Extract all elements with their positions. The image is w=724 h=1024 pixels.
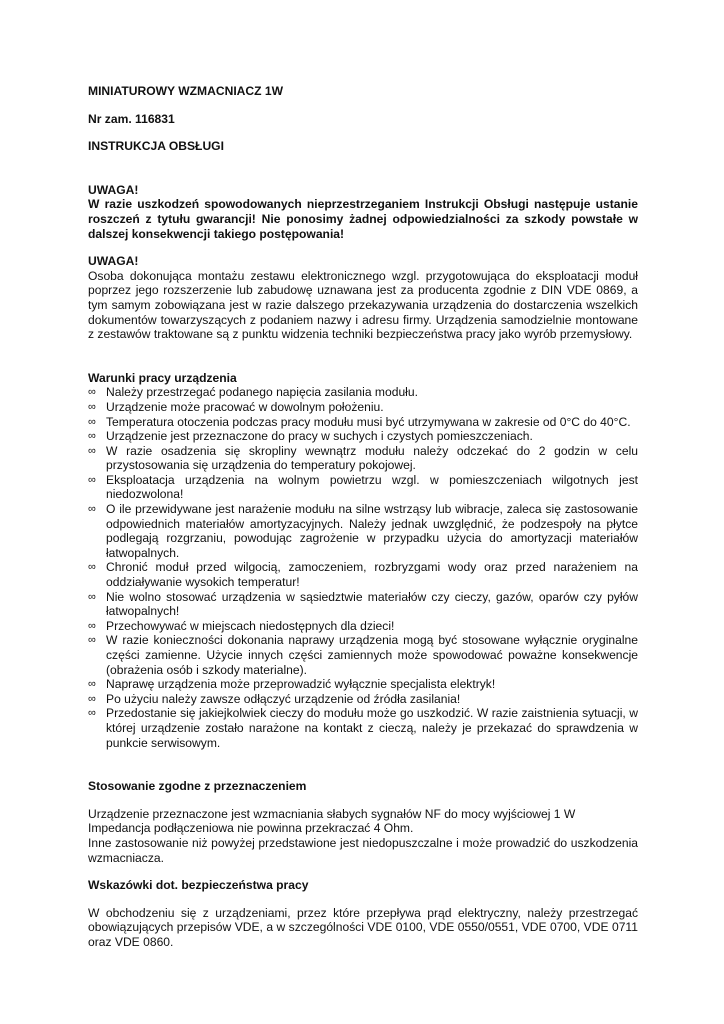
infinity-bullet-icon: ∞: [88, 473, 96, 486]
doc-title: MINIATUROWY WZMACNIACZ 1W: [88, 84, 284, 98]
conditions-section: [88, 371, 638, 750]
warning-block-1: [88, 183, 638, 241]
warning-heading: UWAGA!: [88, 254, 139, 269]
paragraph: Impedancja podłączeniowa nie powinna przekraczać 4 Ohm.: [88, 821, 414, 836]
infinity-bullet-icon: ∞: [88, 678, 96, 691]
section-heading: Warunki pracy urządzenia: [88, 370, 237, 385]
infinity-bullet-icon: ∞: [88, 590, 96, 603]
list-item: ∞ W razie konieczności dokonania naprawy urządzenia mogą być stosowane wyłącznie oryginalne części zamienne. Użycie innych części zamiennych może spowodować poważne konsekwencje (obrażenia osób i szkody materialne).: [88, 633, 638, 677]
infinity-bullet-icon: ∞: [88, 430, 96, 443]
list-item: ∞ O ile przewidywane jest narażenie modułu na silne wstrząsy lub wibracje, zaleca się zastosowanie odpowiednich materiałów amortyzacyjnych. Należy jednak uwzględnić, że podzespoły na płytce podlegają rozgrzaniu, powodując zagrożenie w przypadku użycia do amortyzacji materiałów łatwopalnych.: [88, 502, 638, 560]
warning-text: Osoba dokonująca montażu zestawu elektronicznego wzgl. przygotowująca do eksploatacji moduł poprzez jego rozszerzenie lub zabudowę uznawana jest za producenta zgodnie z DIN VDE 0869, a tym samym zobowiązana jest w razie dalszego przekazywania urządzenia do dostarczenia wszelkich dokumentów towarzyszących z podaniem nazwy i adresu firmy. Urządzenia samodzielnie montowane z zestawów traktowane są z punktu widzenia techniki bezpieczeństwa pracy jako wyrób przemysłowy.: [88, 268, 638, 342]
list-item: ∞ Po użyciu należy zawsze odłączyć urządzenie od źródła zasilania!: [88, 691, 461, 706]
document-page: [88, 84, 638, 950]
infinity-bullet-icon: ∞: [88, 707, 96, 720]
list-item: ∞ Urządzenie może pracować w dowolnym położeniu.: [88, 399, 384, 414]
safety-section: [88, 878, 638, 949]
infinity-bullet-icon: ∞: [88, 561, 96, 574]
paragraph: Urządzenie przeznaczone jest wzmacniania słabych sygnałów NF do mocy wyjściowej 1 W: [88, 806, 576, 821]
warning-block-2: [88, 254, 638, 342]
section-heading: Stosowanie zgodne z przeznaczeniem: [88, 779, 307, 794]
infinity-bullet-icon: ∞: [88, 619, 96, 632]
paragraph: Inne zastosowanie niż powyżej przedstawione jest niedopuszczalne i może prowadzić do uszkodzenia wzmacniacza.: [88, 835, 638, 865]
list-item: ∞ Należy przestrzegać podanego napięcia zasilania modułu.: [88, 385, 418, 400]
list-item: ∞ Eksploatacja urządzenia na wolnym powietrzu wzgl. w pomieszczeniach wilgotnych jest niedozwolona!: [88, 472, 638, 502]
section-heading: Wskazówki dot. bezpieczeństwa pracy: [88, 878, 309, 893]
list-item: ∞ Przedostanie się jakiejkolwiek cieczy do modułu może go uszkodzić. W razie zaistnienia sytuacji, w której urządzenie zostało narażone na kontakt z cieczą, należy je przekazać do sprawdzenia w punkcie serwisowym.: [88, 706, 638, 750]
list-item: ∞ Nie wolno stosować urządzenia w sąsiedztwie materiałów czy cieczy, gazów, oparów czy pyłów łatwopalnych!: [88, 589, 638, 619]
order-number: Nr zam. 116831: [88, 111, 175, 126]
list-item: ∞ Naprawę urządzenia może przeprowadzić wyłącznie specjalista elektryk!: [88, 677, 496, 692]
list-item: ∞ Urządzenie jest przeznaczone do pracy w suchych i czystych pomieszczeniach.: [88, 429, 533, 444]
infinity-bullet-icon: ∞: [88, 444, 96, 457]
manual-title: INSTRUKCJA OBSŁUGI: [88, 139, 224, 154]
infinity-bullet-icon: ∞: [88, 400, 96, 413]
warning-text: W razie uszkodzeń spowodowanych nieprzestrzeganiem Instrukcji Obsługi następuje ustanie roszczeń z tytułu gwarancji! Nie ponosimy żadnej odpowiedzialności za szkody powstałe w dalszej konsekwencji takiego postępowania!: [88, 197, 638, 241]
list-item: ∞ W razie osadzenia się skropliny wewnątrz modułu należy odczekać do 2 godzin w celu przystosowania się urządzenia do temperatury pokojowej.: [88, 443, 638, 473]
infinity-bullet-icon: ∞: [88, 692, 96, 705]
infinity-bullet-icon: ∞: [88, 415, 96, 428]
infinity-bullet-icon: ∞: [88, 634, 96, 647]
warning-heading: UWAGA!: [88, 182, 139, 197]
conditions-list: [88, 385, 638, 750]
infinity-bullet-icon: ∞: [88, 503, 96, 516]
infinity-bullet-icon: ∞: [88, 386, 96, 399]
list-item: ∞ Przechowywać w miejscach niedostępnych dla dzieci!: [88, 618, 395, 633]
intended-use-section: [88, 779, 638, 865]
paragraph: W obchodzeniu się z urządzeniami, przez które przepływa prąd elektryczny, należy przestrzegać obowiązujących przepisów VDE, a w szczególności VDE 0100, VDE 0550/0551, VDE 0700, VDE 0711 oraz VDE 0860.: [88, 905, 638, 949]
list-item: ∞ Chronić moduł przed wilgocią, zamoczeniem, rozbryzgami wody oraz przed narażeniem na oddziaływanie wysokich temperatur!: [88, 560, 638, 590]
list-item: ∞ Temperatura otoczenia podczas pracy modułu musi być utrzymywana w zakresie od 0°C do 40°C.: [88, 414, 631, 429]
